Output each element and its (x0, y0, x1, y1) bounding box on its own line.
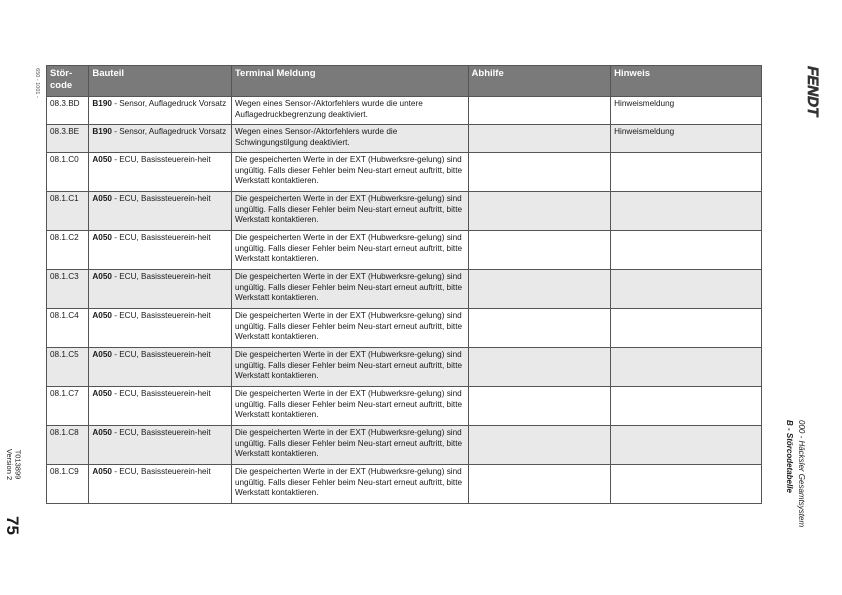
table-row (47, 270, 762, 309)
error-code-table (46, 65, 762, 504)
cell-remedy (468, 387, 611, 426)
table-row (47, 231, 762, 270)
cell-code: 08.1.C8 (47, 426, 89, 465)
fendt-logo (792, 64, 821, 122)
table-row (47, 426, 762, 465)
cell-note (611, 348, 762, 387)
section-header (780, 420, 820, 550)
page-reference (31, 66, 41, 106)
header-remedy: Abhilfe (468, 66, 611, 97)
cell-part (89, 231, 232, 270)
cell-code: 08.1.C9 (47, 465, 89, 504)
part-description: - ECU, Basissteuerein-heit (111, 155, 211, 164)
cell-code: 08.1.C0 (47, 153, 89, 192)
cell-part (89, 348, 232, 387)
cell-remedy (468, 270, 611, 309)
document-version: Version 2 (5, 448, 15, 481)
cell-message: Die gespeicherten Werte in der EXT (Hubwerksre-gelung) sind ungültig. Falls dieser Fehler beim Neu-start erneut auftritt, bitte Werkstatt kontaktieren. (231, 348, 468, 387)
cell-code: 08.3.BE (47, 125, 89, 153)
header-part: Bauteil (89, 66, 232, 97)
cell-remedy (468, 192, 611, 231)
cell-message: Die gespeicherten Werte in der EXT (Hubwerksre-gelung) sind ungültig. Falls dieser Fehler beim Neu-start erneut auftritt, bitte Werkstatt kontaktieren. (231, 270, 468, 309)
cell-part (89, 270, 232, 309)
cell-note (611, 270, 762, 309)
cell-part (89, 125, 232, 153)
cell-part (89, 153, 232, 192)
cell-code: 08.3.BD (47, 97, 89, 125)
logo-text: FENDT (804, 64, 821, 119)
part-description: - ECU, Basissteuerein-heit (111, 272, 211, 281)
table-row (47, 97, 762, 125)
part-description: - Sensor, Auflagedruck Vorsatz (111, 127, 227, 136)
cell-message: Die gespeicherten Werte in der EXT (Hubwerksre-gelung) sind ungültig. Falls dieser Fehler beim Neu-start erneut auftritt, bitte Werkstatt kontaktieren. (231, 231, 468, 270)
part-id: A050 (92, 350, 112, 359)
cell-code: 08.1.C5 (47, 348, 89, 387)
cell-part (89, 465, 232, 504)
cell-remedy (468, 426, 611, 465)
table-row (47, 125, 762, 153)
header-message: Terminal Meldung (231, 66, 468, 97)
cell-note (611, 387, 762, 426)
header-note: Hinweis (611, 66, 762, 97)
cell-note (611, 309, 762, 348)
part-id: A050 (92, 389, 112, 398)
cell-message: Die gespeicherten Werte in der EXT (Hubwerksre-gelung) sind ungültig. Falls dieser Fehler beim Neu-start erneut auftritt, bitte Werkstatt kontaktieren. (231, 387, 468, 426)
cell-part (89, 192, 232, 231)
part-id: A050 (92, 155, 112, 164)
part-description: - ECU, Basissteuerein-heit (111, 389, 211, 398)
table-header-row (47, 66, 762, 97)
part-description: - ECU, Basissteuerein-heit (111, 233, 211, 242)
part-id: A050 (92, 311, 112, 320)
page-reference-text: 650 - 1001 - (34, 68, 40, 98)
cell-message: Die gespeicherten Werte in der EXT (Hubwerksre-gelung) sind ungültig. Falls dieser Fehler beim Neu-start erneut auftritt, bitte Werkstatt kontaktieren. (231, 426, 468, 465)
part-id: A050 (92, 194, 112, 203)
cell-code: 08.1.C2 (47, 231, 89, 270)
cell-message: Wegen eines Sensor-/Aktorfehlers wurde die untere Auflagedruckbegrenzung deaktiviert. (231, 97, 468, 125)
cell-note (611, 231, 762, 270)
table-body (47, 97, 762, 504)
part-id: B190 (92, 127, 112, 136)
part-description: - ECU, Basissteuerein-heit (111, 350, 211, 359)
part-description: - ECU, Basissteuerein-heit (111, 311, 211, 320)
table-row (47, 153, 762, 192)
table-row (47, 387, 762, 426)
cell-part (89, 309, 232, 348)
part-id: A050 (92, 467, 112, 476)
cell-message: Die gespeicherten Werte in der EXT (Hubwerksre-gelung) sind ungültig. Falls dieser Fehler beim Neu-start erneut auftritt, bitte Werkstatt kontaktieren. (231, 465, 468, 504)
table-row (47, 309, 762, 348)
cell-note (611, 426, 762, 465)
page-number: 75 (3, 516, 22, 535)
cell-note: Hinweismeldung (611, 125, 762, 153)
header-code: Stör- code (47, 66, 89, 97)
table-row (47, 465, 762, 504)
cell-note (611, 153, 762, 192)
cell-note (611, 192, 762, 231)
cell-remedy (468, 309, 611, 348)
cell-note: Hinweismeldung (611, 97, 762, 125)
cell-note (611, 465, 762, 504)
cell-part (89, 97, 232, 125)
cell-part (89, 387, 232, 426)
table-row (47, 348, 762, 387)
cell-remedy (468, 153, 611, 192)
cell-code: 08.1.C7 (47, 387, 89, 426)
section-subtitle: B - Störcodetabelle (785, 420, 794, 493)
part-description: - ECU, Basissteuerein-heit (111, 428, 211, 437)
part-id: A050 (92, 272, 112, 281)
cell-code: 08.1.C3 (47, 270, 89, 309)
cell-code: 08.1.C4 (47, 309, 89, 348)
table-row (47, 192, 762, 231)
part-description: - Sensor, Auflagedruck Vorsatz (111, 99, 227, 108)
cell-part (89, 426, 232, 465)
part-id: A050 (92, 233, 112, 242)
section-title: 000 - Häcksler Gesamtsystem (797, 420, 806, 528)
cell-message: Die gespeicherten Werte in der EXT (Hubwerksre-gelung) sind ungültig. Falls dieser Fehler beim Neu-start erneut auftritt, bitte Werkstatt kontaktieren. (231, 192, 468, 231)
cell-remedy (468, 125, 611, 153)
document-id: T013899 (13, 449, 23, 480)
document-info (5, 440, 44, 500)
part-description: - ECU, Basissteuerein-heit (111, 194, 211, 203)
part-description: - ECU, Basissteuerein-heit (111, 467, 211, 476)
cell-remedy (468, 231, 611, 270)
cell-remedy (468, 97, 611, 125)
cell-message: Die gespeicherten Werte in der EXT (Hubwerksre-gelung) sind ungültig. Falls dieser Fehler beim Neu-start erneut auftritt, bitte Werkstatt kontaktieren. (231, 153, 468, 192)
part-id: B190 (92, 99, 112, 108)
cell-message: Die gespeicherten Werte in der EXT (Hubwerksre-gelung) sind ungültig. Falls dieser Fehler beim Neu-start erneut auftritt, bitte Werkstatt kontaktieren. (231, 309, 468, 348)
cell-remedy (468, 348, 611, 387)
cell-remedy (468, 465, 611, 504)
cell-message: Wegen eines Sensor-/Aktorfehlers wurde die Schwingungstilgung deaktiviert. (231, 125, 468, 153)
cell-code: 08.1.C1 (47, 192, 89, 231)
part-id: A050 (92, 428, 112, 437)
